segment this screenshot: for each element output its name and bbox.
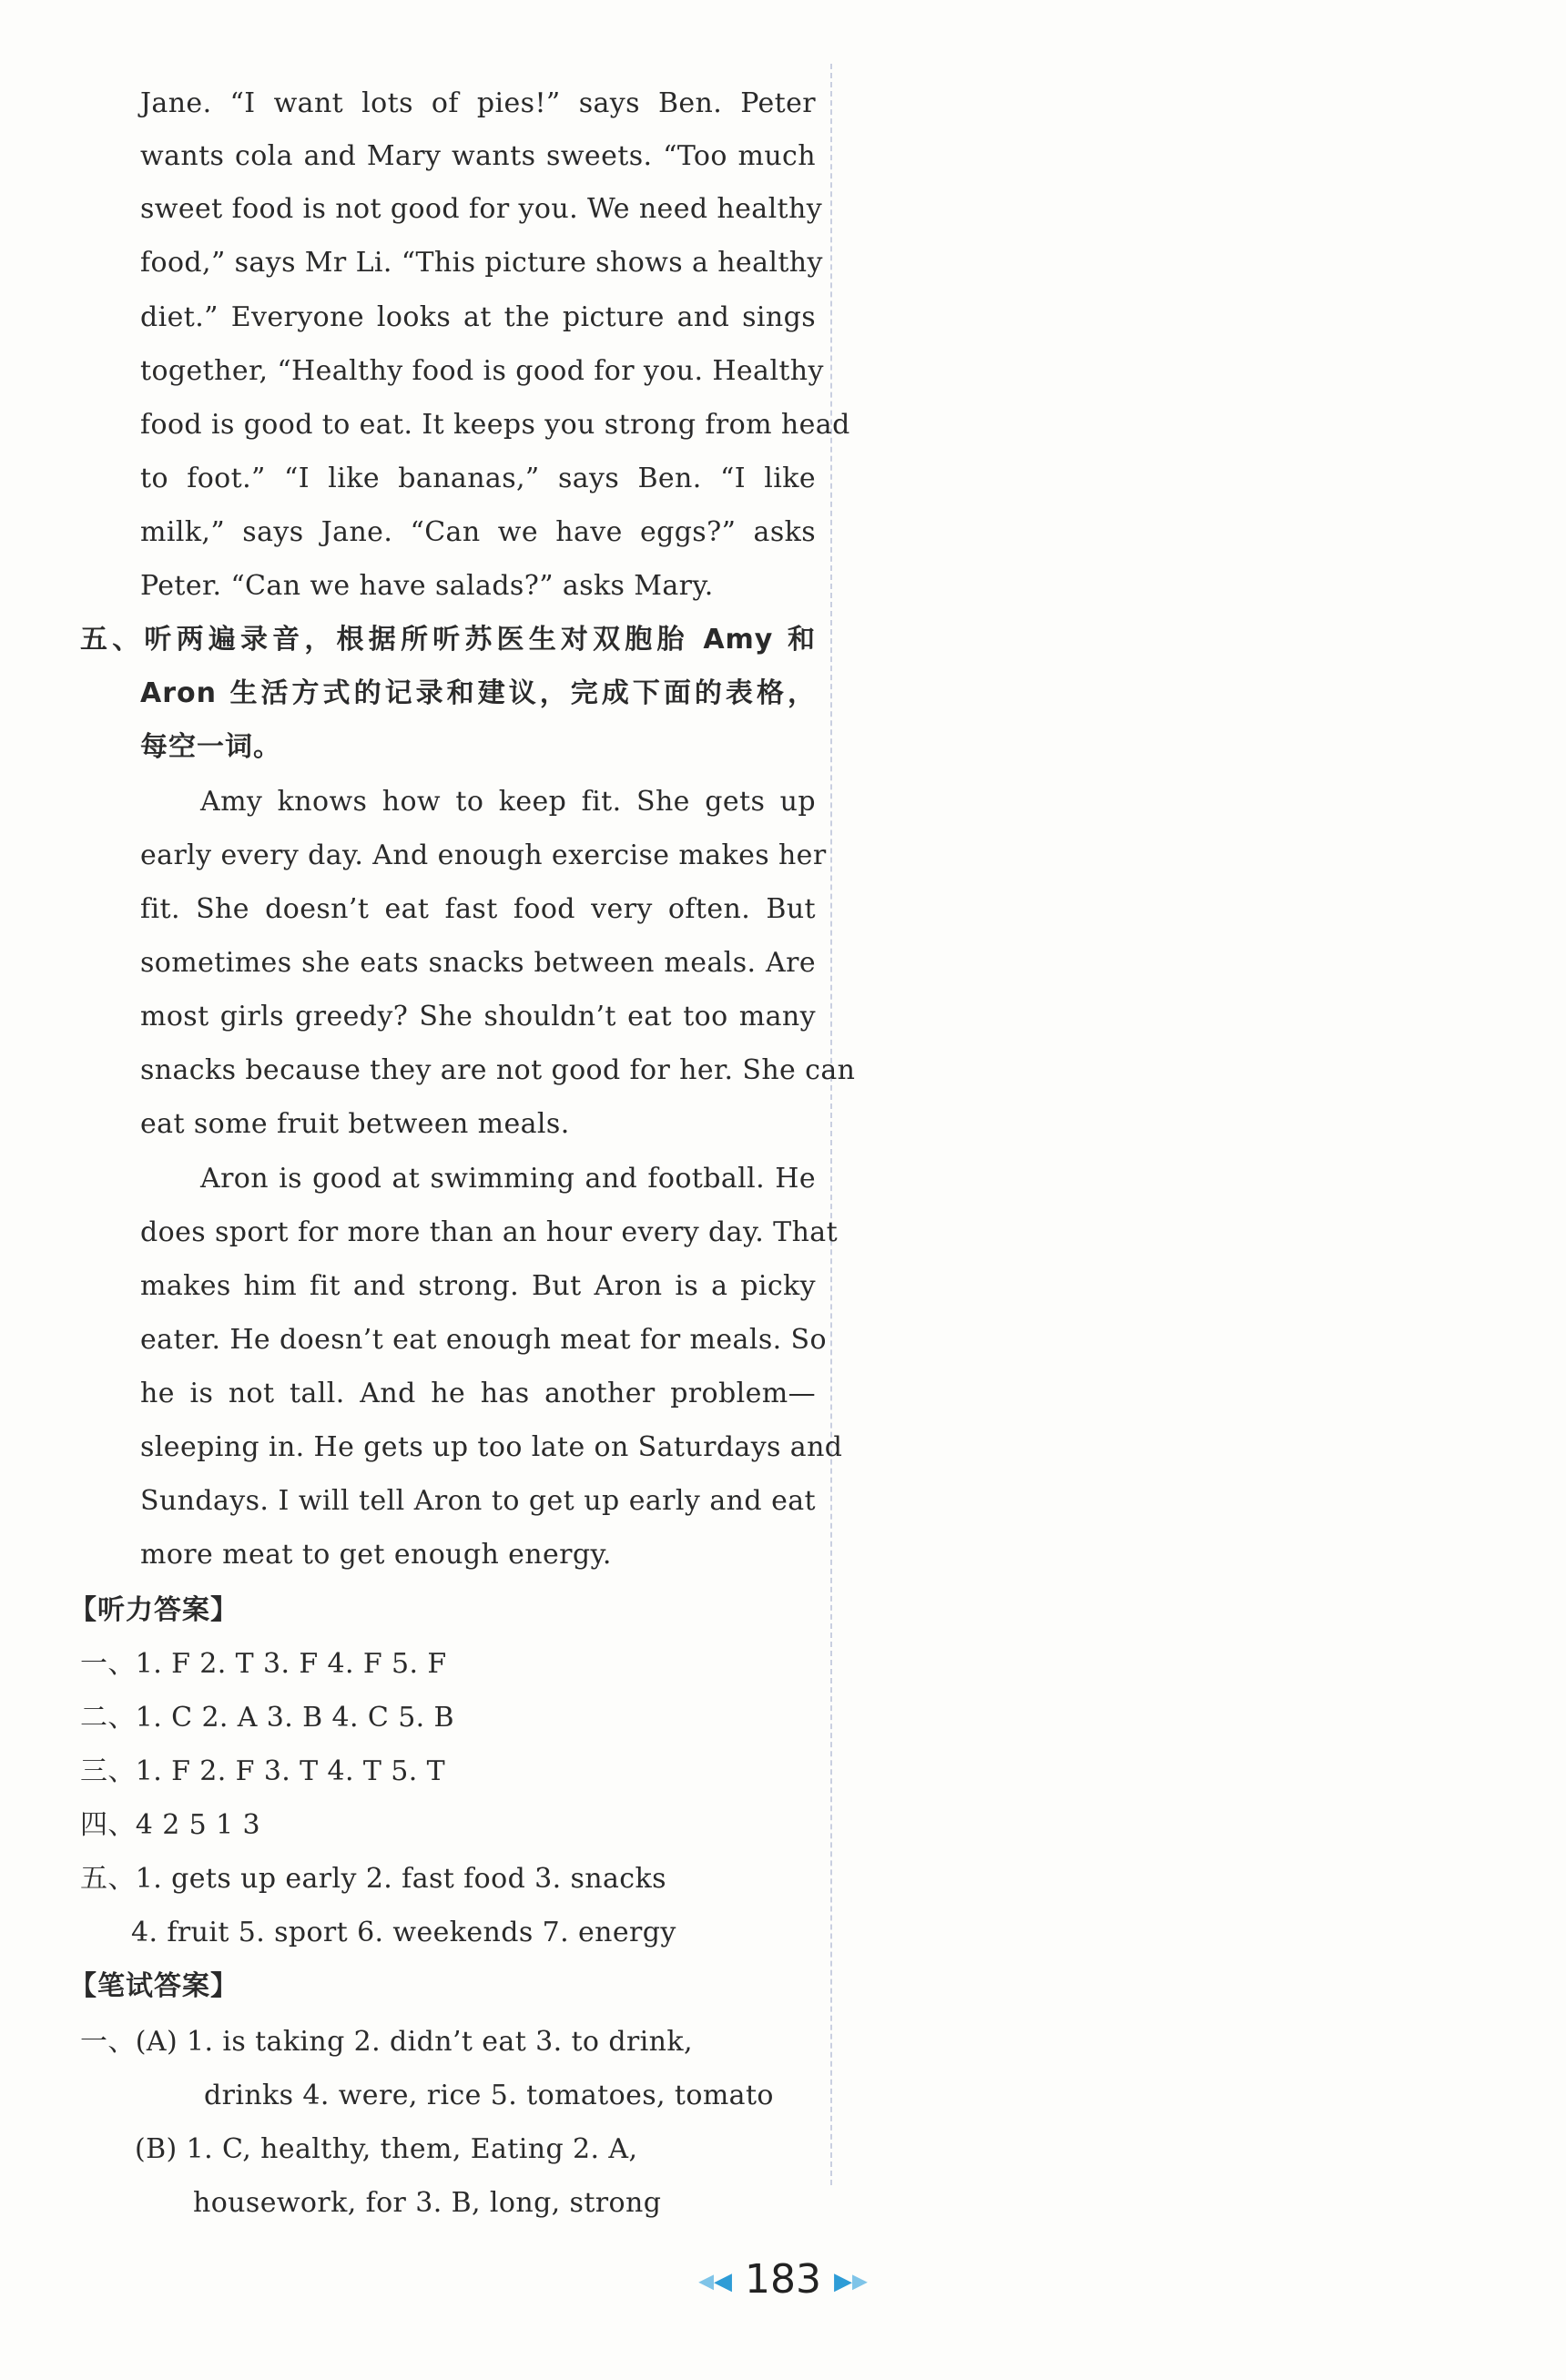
aron-line: sleeping in. He gets up too late on Saturdays and: [140, 1431, 843, 1463]
answer-row: housework, for 3. B, long, strong: [193, 2187, 662, 2219]
answer-row: 三、1. F 2. F 3. T 4. T 5. T: [80, 1755, 446, 1787]
answer-row: 四、4 2 5 1 3: [80, 1809, 260, 1841]
story-line: food,” says Mr Li. “This picture shows a healthy: [140, 247, 823, 279]
amy-line: fit. She doesn’t eat fast food very often. But: [140, 893, 816, 925]
story-line: sweet food is not good for you. We need healthy: [140, 193, 823, 225]
aron-line: makes him fit and strong. But Aron is a picky: [140, 1270, 816, 1302]
story-line: food is good to eat. It keeps you strong from head: [140, 409, 850, 441]
answer-row: 一、1. F 2. T 3. F 4. F 5. F: [80, 1648, 447, 1680]
amy-line: snacks because they are not good for her. She can: [140, 1054, 856, 1086]
answer-row: 一、(A) 1. is taking 2. didn’t eat 3. to drink,: [80, 2026, 693, 2058]
aron-line: eater. He doesn’t eat enough meat for meals. So: [140, 1324, 827, 1356]
story-line: Jane. “I want lots of pies!” says Ben. Peter: [140, 87, 816, 119]
answer-row: drinks 4. were, rice 5. tomatoes, tomato: [204, 2080, 774, 2111]
amy-line: Amy knows how to keep fit. She gets up: [200, 786, 816, 818]
amy-line: early every day. And enough exercise makes her: [140, 839, 827, 871]
aron-line: does sport for more than an hour every day. That: [140, 1216, 839, 1248]
answer-row: (B) 1. C, healthy, them, Eating 2. A,: [135, 2133, 638, 2165]
page-footer: [0, 2256, 1566, 2303]
answer-row: 二、1. C 2. A 3. B 4. C 5. B: [80, 1702, 455, 1734]
column-divider: [830, 64, 832, 2185]
next-arrow-icon: ▶: [851, 2270, 868, 2294]
story-line: diet.” Everyone looks at the picture and sings: [140, 301, 816, 333]
story-line: to foot.” “I like bananas,” says Ben. “I like: [140, 463, 816, 494]
listening-answers-header: 【听力答案】: [69, 1594, 239, 1626]
answer-row: 4. fruit 5. sport 6. weekends 7. energy: [131, 1917, 676, 1948]
section5-instruction: 五、听两遍录音，根据所听苏医生对双胞胎 Amy 和: [80, 624, 816, 656]
amy-line: most girls greedy? She shouldn’t eat too many: [140, 1001, 816, 1032]
written-answers-header: 【笔试答案】: [69, 1970, 239, 2002]
answer-row: 五、1. gets up early 2. fast food 3. snacks: [80, 1863, 666, 1895]
aron-line: Sundays. I will tell Aron to get up early and eat: [140, 1485, 816, 1517]
aron-line: he is not tall. And he has another problem—: [140, 1378, 816, 1409]
story-line: together, “Healthy food is good for you. Healthy: [140, 355, 824, 387]
prev-arrow-icon: ◀: [714, 2268, 732, 2295]
story-line: wants cola and Mary wants sweets. “Too much: [140, 140, 816, 172]
amy-line: eat some fruit between meals.: [140, 1108, 570, 1140]
section5-instruction: Aron 生活方式的记录和建议，完成下面的表格，: [140, 677, 816, 709]
story-line: milk,” says Jane. “Can we have eggs?” asks: [140, 516, 816, 548]
section5-instruction: 每空一词。: [140, 731, 281, 763]
amy-line: sometimes she eats snacks between meals. Are: [140, 947, 816, 979]
aron-line: more meat to get enough energy.: [140, 1539, 612, 1571]
page-number: 183: [745, 2256, 821, 2303]
prev-arrow-icon: ◀: [698, 2270, 714, 2294]
story-line: Peter. “Can we have salads?” asks Mary.: [140, 570, 714, 602]
next-arrow-icon: ▶: [833, 2268, 852, 2295]
aron-line: Aron is good at swimming and football. He: [200, 1163, 816, 1195]
